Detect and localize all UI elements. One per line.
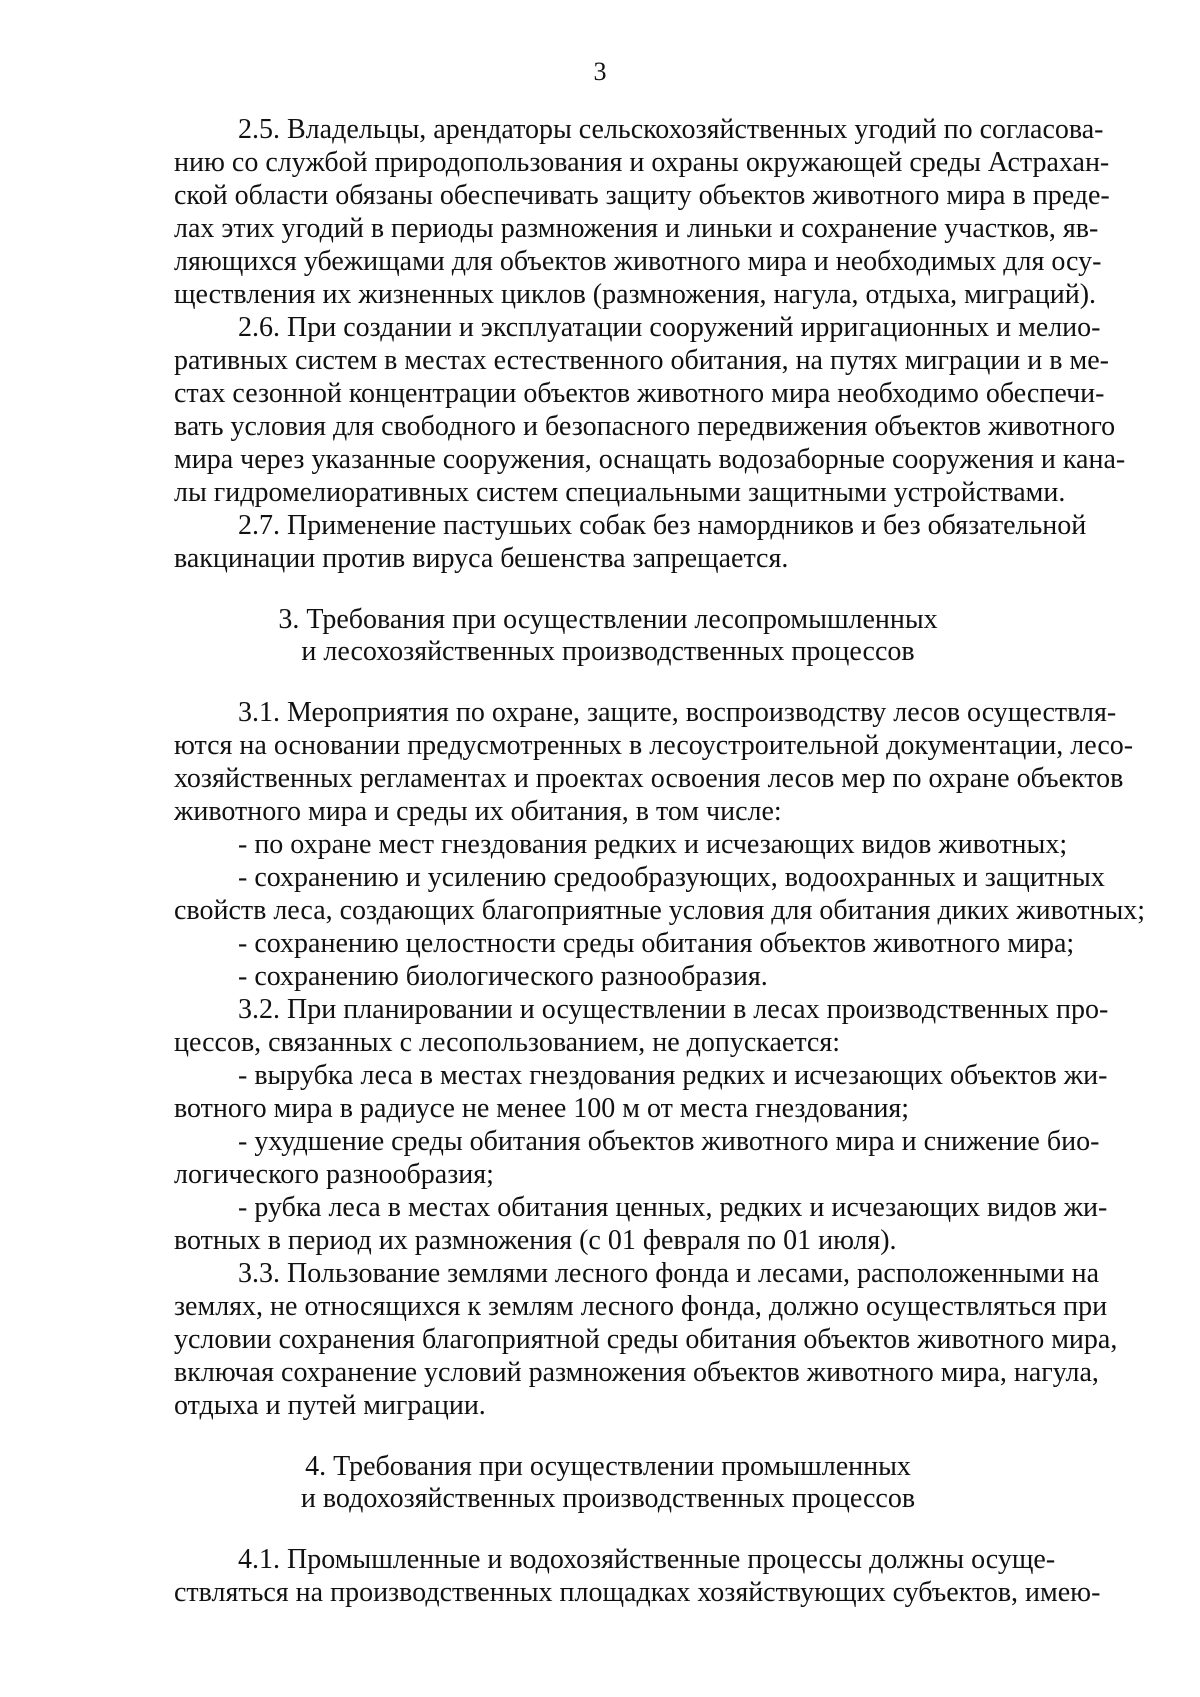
paragraph — [174, 509, 1087, 575]
paragraph — [174, 1059, 1108, 1125]
text-line: ществления их жизненных циклов (размножения, нагула, отдыха, миграций). — [174, 279, 1097, 310]
text-line: животного мира и среды их обитания, в том числе: — [174, 796, 782, 827]
section-heading-line: 3. Требования при осуществлении лесопромышленных — [278, 604, 938, 635]
text-line: отдыха и путей миграции. — [174, 1390, 486, 1421]
paragraph — [174, 960, 1042, 993]
text-line: 3.1. Мероприятия по охране, защите, воспроизводству лесов осуществля- — [238, 697, 1117, 728]
section-heading-line: 4. Требования при осуществлении промышленных — [305, 1451, 911, 1482]
section-heading — [174, 1451, 1042, 1515]
text-line: лах этих угодий в периоды размножения и линьки и сохранение участков, яв- — [174, 213, 1099, 244]
text-line: лы гидромелиоративных систем специальными защитными устройствами. — [174, 477, 1066, 508]
text-line: - по охране мест гнездования редких и исчезающих видов животных; — [238, 829, 1068, 860]
text-line: 4.1. Промышленные и водохозяйственные процессы должны осуще- — [238, 1544, 1056, 1575]
page-number: 3 — [593, 57, 607, 86]
text-line: вотных в период их размножения (с 01 февраля по 01 июля). — [174, 1225, 897, 1256]
paragraph — [174, 861, 1146, 927]
paragraph — [174, 1125, 1100, 1191]
paragraph — [174, 1257, 1118, 1422]
paragraph — [174, 927, 1075, 960]
text-line: - рубка леса в местах обитания ценных, редких и исчезающих видов жи- — [238, 1192, 1108, 1223]
paragraph — [174, 696, 1134, 828]
text-line: стах сезонной концентрации объектов животного мира необходимо обеспечи- — [174, 378, 1105, 409]
text-line: 2.5. Владельцы, арендаторы сельскохозяйственных угодий по согласова- — [238, 114, 1104, 145]
text-line: цессов, связанных с лесопользованием, не допускается: — [174, 1027, 840, 1058]
paragraph — [174, 311, 1126, 509]
text-line: вать условия для свободного и безопасного передвижения объектов животного — [174, 411, 1116, 442]
text-line: - сохранению биологического разнообразия. — [238, 961, 768, 992]
paragraph — [174, 1191, 1108, 1257]
section-heading-line: и водохозяйственных производственных процессов — [300, 1483, 916, 1514]
text-line: ляющихся убежищами для объектов животного мира и необходимых для осу- — [174, 246, 1102, 277]
text-line: 3.3. Пользование землями лесного фонда и лесами, расположенными на — [238, 1258, 1100, 1289]
text-line: - сохранению целостности среды обитания объектов животного мира; — [238, 928, 1075, 959]
text-line: - вырубка леса в местах гнездования редких и исчезающих объектов жи- — [238, 1060, 1108, 1091]
section-heading — [174, 604, 1042, 668]
paragraph — [174, 113, 1110, 311]
paragraph — [174, 993, 1109, 1059]
text-line: 2.7. Применение пастушьих собак без намордников и без обязательной — [238, 510, 1087, 541]
text-line: ются на основании предусмотренных в лесоустроительной документации, лесо- — [174, 730, 1134, 761]
text-line: хозяйственных регламентах и проектах освоения лесов мер по охране объектов — [174, 763, 1124, 794]
document-body — [174, 113, 1146, 1609]
text-line: логического разнообразия; — [174, 1159, 494, 1190]
text-line: вотного мира в радиусе не менее 100 м от места гнездования; — [174, 1093, 910, 1124]
text-line: землях, не относящихся к землям лесного фонда, должно осуществляться при — [174, 1291, 1108, 1322]
text-line: свойств леса, создающих благоприятные условия для обитания диких животных; — [174, 895, 1146, 926]
text-line: мира через указанные сооружения, оснащать водозаборные сооружения и кана- — [174, 444, 1126, 475]
text-line: условии сохранения благоприятной среды обитания объектов животного мира, — [174, 1324, 1118, 1355]
text-line: 2.6. При создании и эксплуатации сооружений ирригационных и мелио- — [238, 312, 1101, 343]
text-line: вакцинации против вируса бешенства запрещается. — [174, 543, 789, 574]
text-line: ствляться на производственных площадках хозяйствующих субъектов, имею- — [174, 1577, 1101, 1608]
text-line: - ухудшение среды обитания объектов животного мира и снижение био- — [238, 1126, 1100, 1157]
text-line: - сохранению и усилению средообразующих, водоохранных и защитных — [238, 862, 1105, 893]
text-line: ративных систем в местах естественного обитания, на путях миграции и в ме- — [174, 345, 1109, 376]
text-line: ской области обязаны обеспечивать защиту объектов животного мира в преде- — [174, 180, 1110, 211]
text-line: включая сохранение условий размножения объектов животного мира, нагула, — [174, 1357, 1099, 1388]
text-line: нию со службой природопользования и охраны окружающей среды Астрахан- — [174, 147, 1110, 178]
text-line: 3.2. При планировании и осуществлении в лесах производственных про- — [238, 994, 1109, 1025]
paragraph — [174, 1543, 1101, 1609]
paragraph — [174, 828, 1068, 861]
section-heading-line: и лесохозяйственных производственных процессов — [301, 636, 915, 667]
